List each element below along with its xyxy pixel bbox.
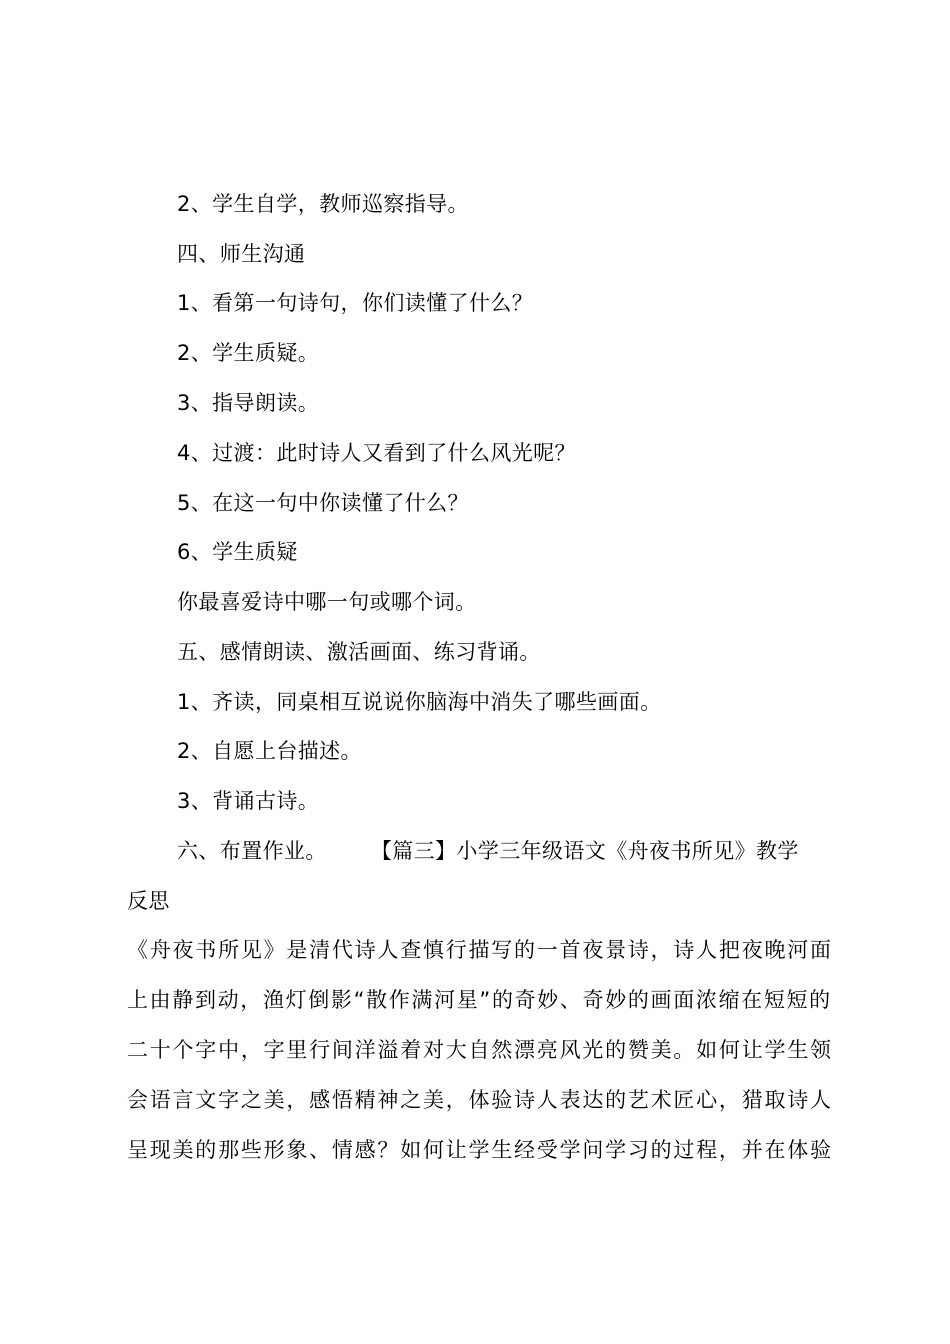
section-title: 【篇三】小学三年级语文《舟夜书所见》教学 <box>370 839 799 863</box>
paragraph-line <box>127 935 831 965</box>
list-item: 1、齐读，同桌相互说说你脑海中消失了哪些画面。 <box>177 690 662 714</box>
homework-heading: 六、布置作业。 <box>177 839 327 863</box>
list-item: 5、在这一句中你读懂了什么？ <box>177 491 469 515</box>
homework-line <box>177 836 799 866</box>
list-item: 4、过渡：此时诗人又看到了什么风光呢？ <box>177 441 576 465</box>
list-item: 6、学生质疑 <box>177 540 298 564</box>
paragraph-text: 《舟夜书所见》是清代诗人查慎行描写的一首夜景诗，诗人把夜晚河面 <box>127 938 833 962</box>
text-line: 你最喜爱诗中哪一句或哪个词。 <box>177 590 477 614</box>
paragraph-text: 会语言文字之美，感悟精神之美，体验诗人表达的艺术匠心，猎取诗人 <box>127 1088 833 1112</box>
list-item: 3、背诵古诗。 <box>177 789 320 813</box>
paragraph-text: 二十个字中，字里行间洋溢着对大自然漂亮风光的赞美。如何让学生领 <box>127 1038 833 1062</box>
paragraph-line <box>127 1085 831 1115</box>
paragraph-line <box>127 1035 831 1065</box>
list-item: 1、看第一句诗句，你们读懂了什么？ <box>177 291 534 315</box>
paragraph-line <box>127 1135 831 1165</box>
section-heading: 四、师生沟通 <box>177 242 306 266</box>
section-title-continued: 反思 <box>127 889 170 913</box>
list-item: 2、学生质疑。 <box>177 341 320 365</box>
section-heading: 五、感情朗读、激活画面、练习背诵。 <box>177 640 541 664</box>
paragraph-text: 上由静到动，渔灯倒影“散作满河星”的奇妙、奇妙的画面浓缩在短短的 <box>127 988 832 1012</box>
list-item: 3、指导朗读。 <box>177 391 320 415</box>
list-item: 2、自愿上台描述。 <box>177 739 362 763</box>
list-item: 2、学生自学，教师巡察指导。 <box>177 192 469 216</box>
paragraph-line <box>127 985 831 1015</box>
paragraph-text: 呈现美的那些形象、情感？如何让学生经受学问学习的过程，并在体验 <box>127 1138 833 1162</box>
